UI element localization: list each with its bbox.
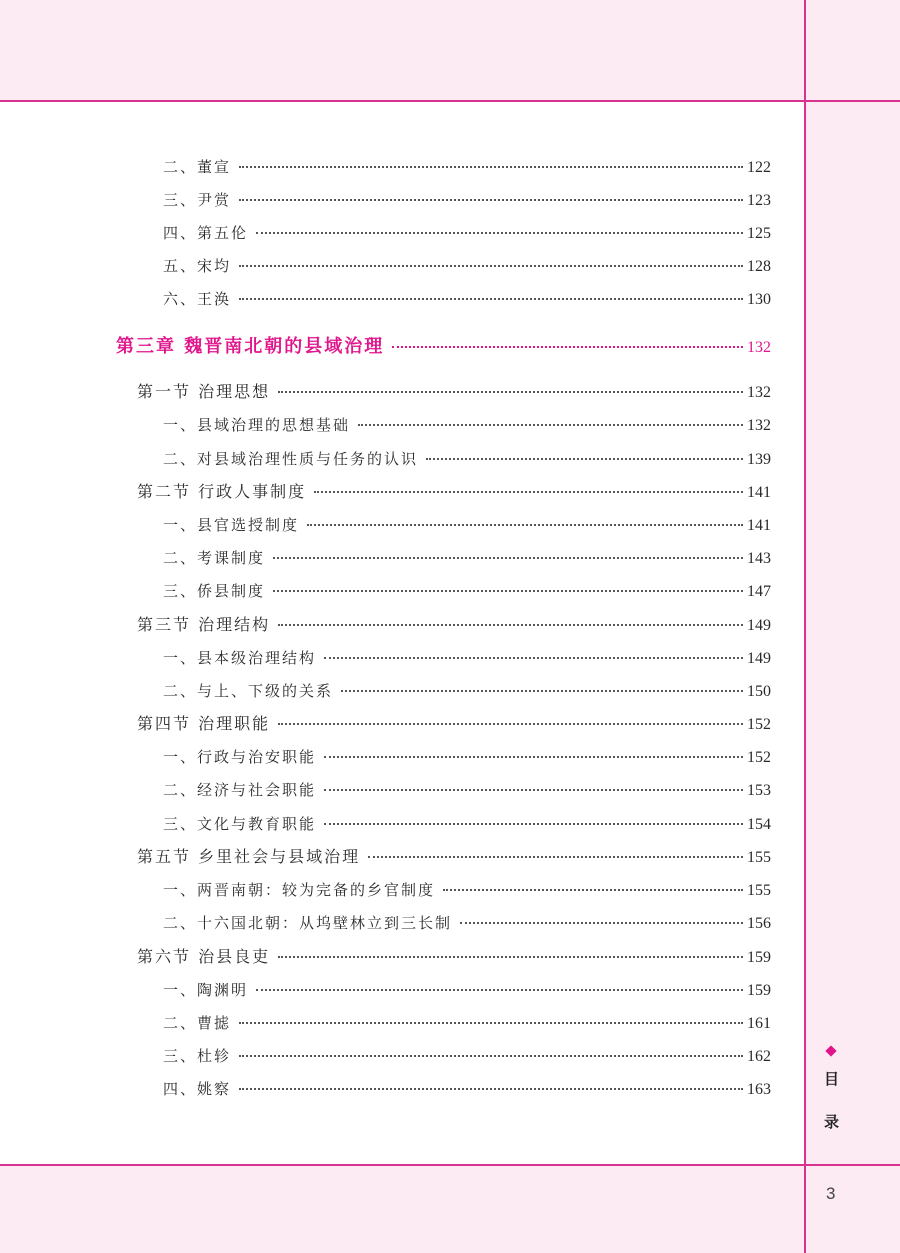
toc-entry[interactable] [163, 449, 771, 470]
toc-label: 五、宋均 [163, 257, 232, 275]
toc-page-number: 156 [747, 915, 771, 932]
dot-leader [239, 199, 743, 201]
toc-entry[interactable] [163, 980, 771, 1001]
dot-leader [358, 424, 743, 426]
side-label-mu: 目 [824, 1070, 840, 1088]
toc-page-number: 132 [747, 417, 771, 434]
toc-page-number: 152 [747, 716, 771, 733]
toc-label: 三、文化与教育职能 [163, 815, 317, 833]
section-title: 第三节 治理结构 [137, 615, 271, 634]
toc-section-heading[interactable] [137, 847, 771, 868]
dot-leader [443, 889, 743, 891]
toc-page-number: 141 [747, 484, 771, 501]
section-title: 第六节 治县良吏 [137, 947, 271, 966]
toc-entry[interactable] [163, 223, 771, 244]
toc-page-number: 128 [747, 258, 771, 275]
toc-entry[interactable] [163, 581, 771, 602]
toc-page-number: 125 [747, 225, 771, 242]
dot-leader [460, 922, 743, 924]
dot-leader [273, 590, 743, 592]
toc-page-number: 161 [747, 1015, 771, 1032]
toc-entry[interactable] [163, 780, 771, 801]
toc-page-number: 132 [747, 384, 771, 401]
toc-label: 二、经济与社会职能 [163, 781, 317, 799]
toc-entry[interactable] [163, 880, 771, 901]
toc-page-number: 163 [747, 1081, 771, 1098]
dot-leader [273, 557, 743, 559]
bottom-rule [0, 1164, 900, 1166]
toc-label: 二、董宣 [163, 158, 232, 176]
dot-leader [278, 624, 743, 626]
toc-page-number: 159 [747, 982, 771, 999]
toc-entry[interactable] [163, 190, 771, 211]
toc-entry[interactable] [163, 648, 771, 669]
toc-page-number: 143 [747, 550, 771, 567]
toc-page-number: 149 [747, 650, 771, 667]
toc-entry[interactable] [163, 1013, 771, 1034]
toc-page-number: 162 [747, 1048, 771, 1065]
toc-label: 一、两晋南朝：较为完备的乡官制度 [163, 881, 436, 899]
toc-entry[interactable] [163, 548, 771, 569]
toc-section-heading[interactable] [137, 615, 771, 636]
side-label-lu: 录 [824, 1113, 840, 1131]
dot-leader [278, 391, 743, 393]
toc-page-number: 154 [747, 816, 771, 833]
dot-leader [392, 346, 743, 348]
toc-label: 三、尹赏 [163, 191, 232, 209]
toc-label: 一、陶渊明 [163, 981, 249, 999]
toc-section-heading[interactable] [137, 947, 771, 968]
toc-label: 二、对县域治理性质与任务的认识 [163, 450, 419, 468]
toc-entry[interactable] [163, 814, 771, 835]
toc-page-number: 141 [747, 517, 771, 534]
dot-leader [341, 690, 743, 692]
section-title: 第二节 行政人事制度 [137, 482, 307, 501]
toc-page-number: 147 [747, 583, 771, 600]
dot-leader [239, 298, 743, 300]
toc-page-number: 132 [747, 339, 771, 356]
section-title: 第四节 治理职能 [137, 714, 271, 733]
toc-page-number: 123 [747, 192, 771, 209]
dot-leader [239, 166, 743, 168]
toc-label: 一、县官选授制度 [163, 516, 300, 534]
toc-entry[interactable] [163, 681, 771, 702]
toc-entry[interactable] [163, 256, 771, 277]
toc-entry[interactable] [163, 1079, 771, 1100]
dot-leader [426, 458, 743, 460]
toc-entry[interactable] [163, 1046, 771, 1067]
toc-label: 二、与上、下级的关系 [163, 682, 334, 700]
dot-leader [278, 723, 743, 725]
toc-page-number: 149 [747, 617, 771, 634]
toc-label: 四、第五伦 [163, 224, 249, 242]
dot-leader [239, 1088, 743, 1090]
toc-label: 三、杜轸 [163, 1047, 232, 1065]
toc-label: 三、侨县制度 [163, 582, 266, 600]
toc-section-heading[interactable] [137, 382, 771, 403]
toc-label: 一、行政与治安职能 [163, 748, 317, 766]
section-title: 第一节 治理思想 [137, 382, 271, 401]
toc-label: 二、曹摅 [163, 1014, 232, 1032]
side-rule [804, 0, 806, 1253]
dot-leader [324, 823, 743, 825]
dot-leader [324, 657, 743, 659]
toc-entry[interactable] [163, 913, 771, 934]
toc-section-heading[interactable] [137, 714, 771, 735]
chapter-title: 第三章 魏晋南北朝的县域治理 [116, 336, 385, 357]
top-rule [0, 100, 900, 102]
toc-label: 六、王涣 [163, 290, 232, 308]
section-title: 第五节 乡里社会与县域治理 [137, 847, 361, 866]
toc-chapter-heading[interactable] [116, 337, 771, 358]
dot-leader [239, 1022, 743, 1024]
dot-leader [368, 856, 743, 858]
dot-leader [307, 524, 743, 526]
toc-label: 四、姚察 [163, 1080, 232, 1098]
toc-label: 二、十六国北朝：从坞壁林立到三长制 [163, 914, 453, 932]
toc-entry[interactable] [163, 415, 771, 436]
toc-page-number: 150 [747, 683, 771, 700]
toc-page-number: 130 [747, 291, 771, 308]
toc-page-number: 122 [747, 159, 771, 176]
toc-entry[interactable] [163, 157, 771, 178]
dot-leader [324, 756, 743, 758]
toc-label: 一、县域治理的思想基础 [163, 416, 351, 434]
toc-page-number: 159 [747, 949, 771, 966]
toc-page-number: 153 [747, 782, 771, 799]
diamond-icon [825, 1045, 836, 1056]
toc-label: 二、考课制度 [163, 549, 266, 567]
dot-leader [256, 989, 743, 991]
toc-page-number: 155 [747, 882, 771, 899]
toc-entry[interactable] [163, 515, 771, 536]
dot-leader [324, 789, 743, 791]
toc-page-number: 155 [747, 849, 771, 866]
dot-leader [239, 265, 743, 267]
dot-leader [314, 491, 743, 493]
dot-leader [239, 1055, 743, 1057]
page-number: 3 [826, 1184, 836, 1203]
toc-entry[interactable] [163, 747, 771, 768]
toc-page-number: 152 [747, 749, 771, 766]
toc-label: 一、县本级治理结构 [163, 649, 317, 667]
dot-leader [256, 232, 743, 234]
toc-section-heading[interactable] [137, 482, 771, 503]
toc-entry[interactable] [163, 289, 771, 310]
toc-page-number: 139 [747, 451, 771, 468]
dot-leader [278, 956, 743, 958]
